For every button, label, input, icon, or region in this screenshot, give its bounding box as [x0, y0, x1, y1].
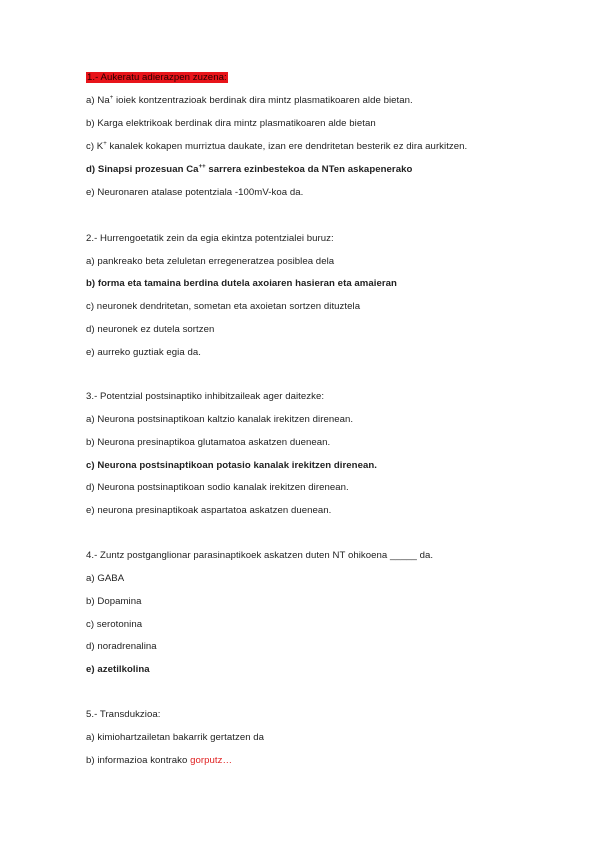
option-c-prefix: c) K [86, 141, 104, 152]
question-1-title-highlight: 1.- Aukeratu adierazpen zuzena: [87, 72, 227, 83]
question-1-option-a [86, 95, 413, 107]
question-5-title: 5.- Transdukzioa: [86, 709, 161, 720]
question-3-option-b: b) Neurona presinaptikoa glutamatoa askatzen duenean. [86, 437, 331, 448]
question-4-title: 4.- Zuntz postganglionar parasinaptikoek askatzen duten NT ohikoena _____ da. [86, 550, 434, 561]
option-d-prefix: d) Sinapsi prozesuan Ca [86, 164, 199, 175]
question-1-option-c [86, 141, 467, 153]
question-5-option-a: a) kimiohartzailetan bakarrik gertatzen da [86, 732, 265, 743]
option-d-text: sarrera ezinbestekoa da NTen askapenerako [205, 164, 413, 175]
question-1-title [86, 72, 228, 84]
question-2-option-a: a) pankreako beta zeluletan erregeneratzea posiblea dela [86, 256, 335, 267]
question-2-option-c: c) neuronek dendritetan, sometan eta axoietan sortzen dituztela [86, 301, 361, 312]
question-3-option-a: a) Neurona postsinaptikoan kaltzio kanalak irekitzen direnean. [86, 414, 354, 425]
question-4-option-a: a) GABA [86, 573, 125, 584]
option-a-text: ioiek kontzentrazioak berdinak dira mintz plasmatikoaren alde bietan. [113, 95, 413, 106]
question-2-option-e: e) aurreko guztiak egia da. [86, 347, 201, 358]
superscript-charge: ++ [198, 164, 206, 170]
question-4-option-d: d) noradrenalina [86, 641, 157, 652]
truncated-red-text: gorputz… [190, 755, 233, 766]
question-1-option-d-answer [86, 164, 412, 176]
question-3-title: 3.- Potentzial postsinaptiko inhibitzaileak ager daitezke: [86, 391, 325, 402]
question-1-option-e: e) Neuronaren atalase potentziala -100mV-koa da. [86, 187, 304, 198]
question-5-option-b [86, 755, 232, 767]
question-2-title: 2.- Hurrengoetatik zein da egia ekintza potentzialei buruz: [86, 233, 334, 244]
question-3-option-c-answer: c) Neurona postsinaptikoan potasio kanalak irekitzen direnean. [86, 460, 377, 471]
question-4-option-c: c) serotonina [86, 619, 143, 630]
question-3-option-e: e) neurona presinaptikoak aspartatoa askatzen duenean. [86, 505, 332, 516]
superscript-charge: + [109, 95, 114, 101]
question-4-option-e-answer: e) azetilkolina [86, 664, 150, 675]
question-2-option-d: d) neuronek ez dutela sortzen [86, 324, 215, 335]
option-c-text: kanalek kokapen murriztua daukate, izan ere dendritetan besterik ez dira aurkitzen. [106, 141, 468, 152]
question-3-option-d: d) Neurona postsinaptikoan sodio kanalak irekitzen direnean. [86, 482, 349, 493]
option-b-text: b) informazioa kontrako [86, 755, 191, 766]
question-2-option-b-answer: b) forma eta tamaina berdina dutela axoiaren hasieran eta amaieran [86, 278, 397, 289]
superscript-charge: + [103, 141, 107, 147]
question-4-option-b: b) Dopamina [86, 596, 142, 607]
option-a-prefix: a) Na [86, 95, 110, 106]
question-1-option-b: b) Karga elektrikoak berdinak dira mintz plasmatikoaren alde bietan [86, 118, 376, 129]
